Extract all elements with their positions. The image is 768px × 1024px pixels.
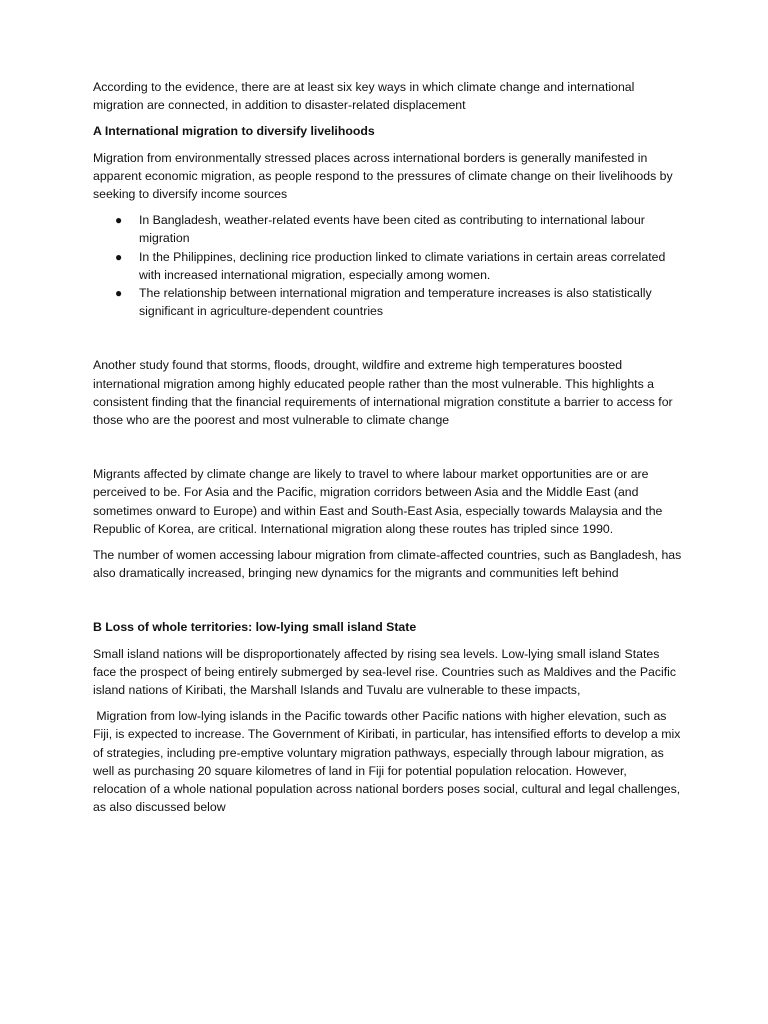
section-b-paragraph-1: Small island nations will be disproportionately affected by rising sea levels. Low-lying small island States face the prospect of being entirely submerged by sea-level rise. Countries such as Maldives and the Pacific island nations of Kiribati, the Marshall Islands and Tuvalu are vulnerable to these impacts, <box>93 646 677 698</box>
list-item-text: In the Philippines, declining rice production linked to climate variations in certain areas correlated with increased international migration, especially among women. <box>139 249 666 282</box>
bullet-list <box>93 211 683 320</box>
list-item <box>93 284 683 320</box>
intro-paragraph: According to the evidence, there are at least six key ways in which climate change and international migration are connected, in addition to disaster-related displacement <box>93 80 635 113</box>
list-item <box>93 248 683 284</box>
document-page <box>93 78 683 825</box>
spacer <box>93 437 683 465</box>
spacer <box>93 320 683 356</box>
section-a-paragraph-3: Migrants affected by climate change are likely to travel to where labour market opportunities are or are perceived to be. For Asia and the Pacific, migration corridors between Asia and the Middle East (and sometimes onward to Europe) and within East and South-East Asia, especially towards Malaysia and the Republic of Korea, are critical. International migration along these routes has tripled since 1990. <box>93 467 663 536</box>
section-a-paragraph-4: The number of women accessing labour migration from climate-affected countries, such as Bangladesh, has also dramatically increased, bringing new dynamics for the migrants and communities left behind <box>93 548 682 581</box>
list-item-text: The relationship between international migration and temperature increases is also statistically significant in agriculture-dependent countries <box>139 286 652 319</box>
bullet-icon: ● <box>115 286 123 301</box>
bullet-icon: ● <box>115 213 123 228</box>
spacer <box>93 590 683 618</box>
section-a-paragraph-1: Migration from environmentally stressed places across international borders is generally manifested in apparent economic migration, as people respond to the pressures of climate change on their livelihoods by seeking to diversify income sources <box>93 150 673 202</box>
bullet-icon: ● <box>115 249 123 264</box>
list-item-text: In Bangladesh, weather-related events have been cited as contributing to international labour migration <box>139 213 645 246</box>
section-b-paragraph-2: Migration from low-lying islands in the Pacific towards other Pacific nations with higher elevation, such as Fiji, is expected to increase. The Government of Kiribati, in particular, has intensified efforts to develop a mix of strategies, including pre-emptive voluntary migration pathways, especially through labour migration, as well as purchasing 20 square kilometres of land in Fiji for potential population relocation. However, relocation of a whole national population across national borders poses social, cultural and legal challenges, as also discussed below <box>93 709 684 815</box>
list-item <box>93 211 683 247</box>
section-a-heading: A International migration to diversify livelihoods <box>93 124 375 139</box>
section-b-heading: B Loss of whole territories: low-lying small island State <box>93 620 417 635</box>
section-a-paragraph-2: Another study found that storms, floods, drought, wildfire and extreme high temperatures boosted international migration among highly educated people rather than the most vulnerable. This highlights a consistent finding that the financial requirements of international migration constitute a barrier to access for those who are the poorest and most vulnerable to climate change <box>93 358 673 428</box>
